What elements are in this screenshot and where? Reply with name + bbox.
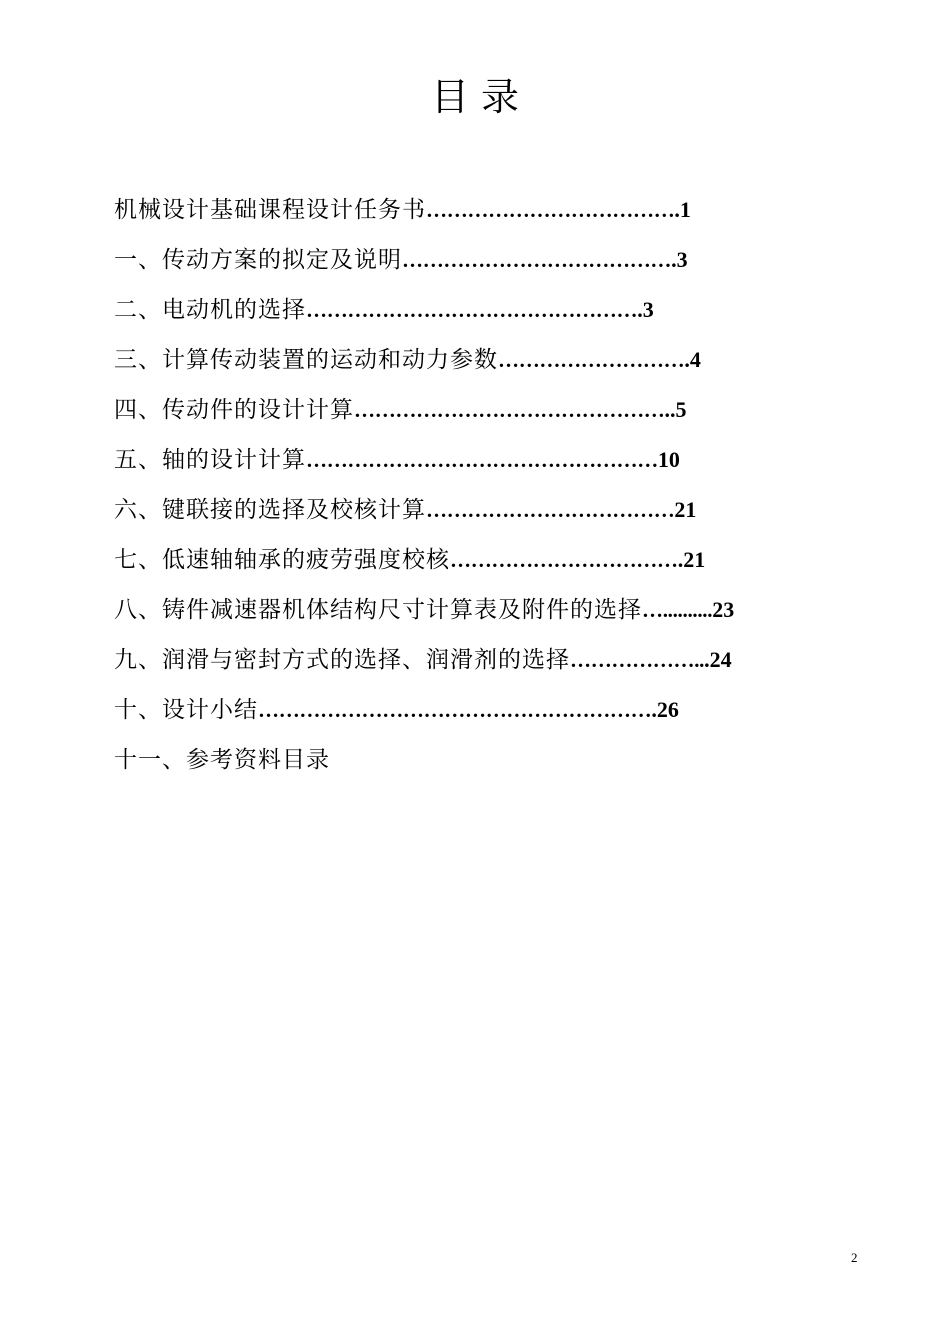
toc-entry-leader: …………………………………………… <box>306 448 658 472</box>
toc-entry-leader: ……………………… <box>498 348 685 372</box>
toc-entry-page: 23 <box>712 597 735 622</box>
toc-entry-label: 六、键联接的选择及校核计算 <box>114 497 426 523</box>
toc-entry-leader: ………………………………… <box>402 248 672 272</box>
toc-entry[interactable] <box>114 640 814 690</box>
toc-entry-page: ..5 <box>664 397 687 422</box>
toc-entry-leader: ……………………………… <box>426 498 675 522</box>
toc-entry-label: 二、电动机的选择 <box>114 297 306 323</box>
page-number: 2 <box>851 1250 858 1265</box>
toc-entry-label: 九、润滑与密封方式的选择、润滑剂的选择 <box>114 647 570 673</box>
toc-entry-leader: ………………………………………………… <box>258 698 652 722</box>
toc-entry-label: 七、低速轴轴承的疲劳强度校核 <box>114 547 450 573</box>
toc-entry-label: 五、轴的设计计算 <box>114 447 306 473</box>
toc-entry-leader: ….......... <box>642 598 713 622</box>
toc-entry[interactable] <box>114 290 814 340</box>
toc-entry-page: .24 <box>704 647 732 672</box>
toc-entry-leader: ……………….. <box>570 648 705 672</box>
toc-entry[interactable] <box>114 490 814 540</box>
page-title: 目 录 <box>430 75 520 119</box>
table-of-contents <box>114 190 814 790</box>
toc-entry-page: .3 <box>637 297 654 322</box>
toc-entry[interactable] <box>114 690 814 740</box>
toc-entry[interactable] <box>114 740 814 790</box>
toc-entry-label: 一、传动方案的拟定及说明 <box>114 247 402 273</box>
toc-entry-leader: …………………………… <box>450 548 678 572</box>
toc-entry[interactable] <box>114 340 814 390</box>
toc-entry-page: .4 <box>684 347 701 372</box>
toc-entry-page: .1 <box>674 197 691 222</box>
toc-entry-label: 十一、参考资料目录 <box>114 747 330 773</box>
toc-entry-page: 10 <box>657 447 680 472</box>
toc-entry-page: .21 <box>677 547 706 572</box>
toc-entry[interactable] <box>114 440 814 490</box>
toc-entry-page: 21 <box>674 497 697 522</box>
toc-entry[interactable] <box>114 590 814 640</box>
toc-entry[interactable] <box>114 240 814 290</box>
toc-entry[interactable] <box>114 190 814 240</box>
toc-entry-label: 四、传动件的设计计算 <box>114 397 354 423</box>
toc-entry-label: 三、计算传动装置的运动和动力参数 <box>114 347 498 373</box>
toc-entry-page: .3 <box>671 247 688 272</box>
toc-entry[interactable] <box>114 540 814 590</box>
toc-entry-leader: ……………………………… <box>426 198 675 222</box>
toc-entry-label: 八、铸件减速器机体结构尺寸计算表及附件的选择 <box>114 597 642 623</box>
toc-entry-label: 机械设计基础课程设计任务书 <box>114 197 426 223</box>
toc-entry-leader: ………………………………………… <box>306 298 638 322</box>
toc-entry-label: 十、设计小结 <box>114 697 258 723</box>
toc-entry-leader: ……………………………………… <box>354 398 665 422</box>
toc-entry[interactable] <box>114 390 814 440</box>
toc-entry-page: .26 <box>651 697 679 722</box>
